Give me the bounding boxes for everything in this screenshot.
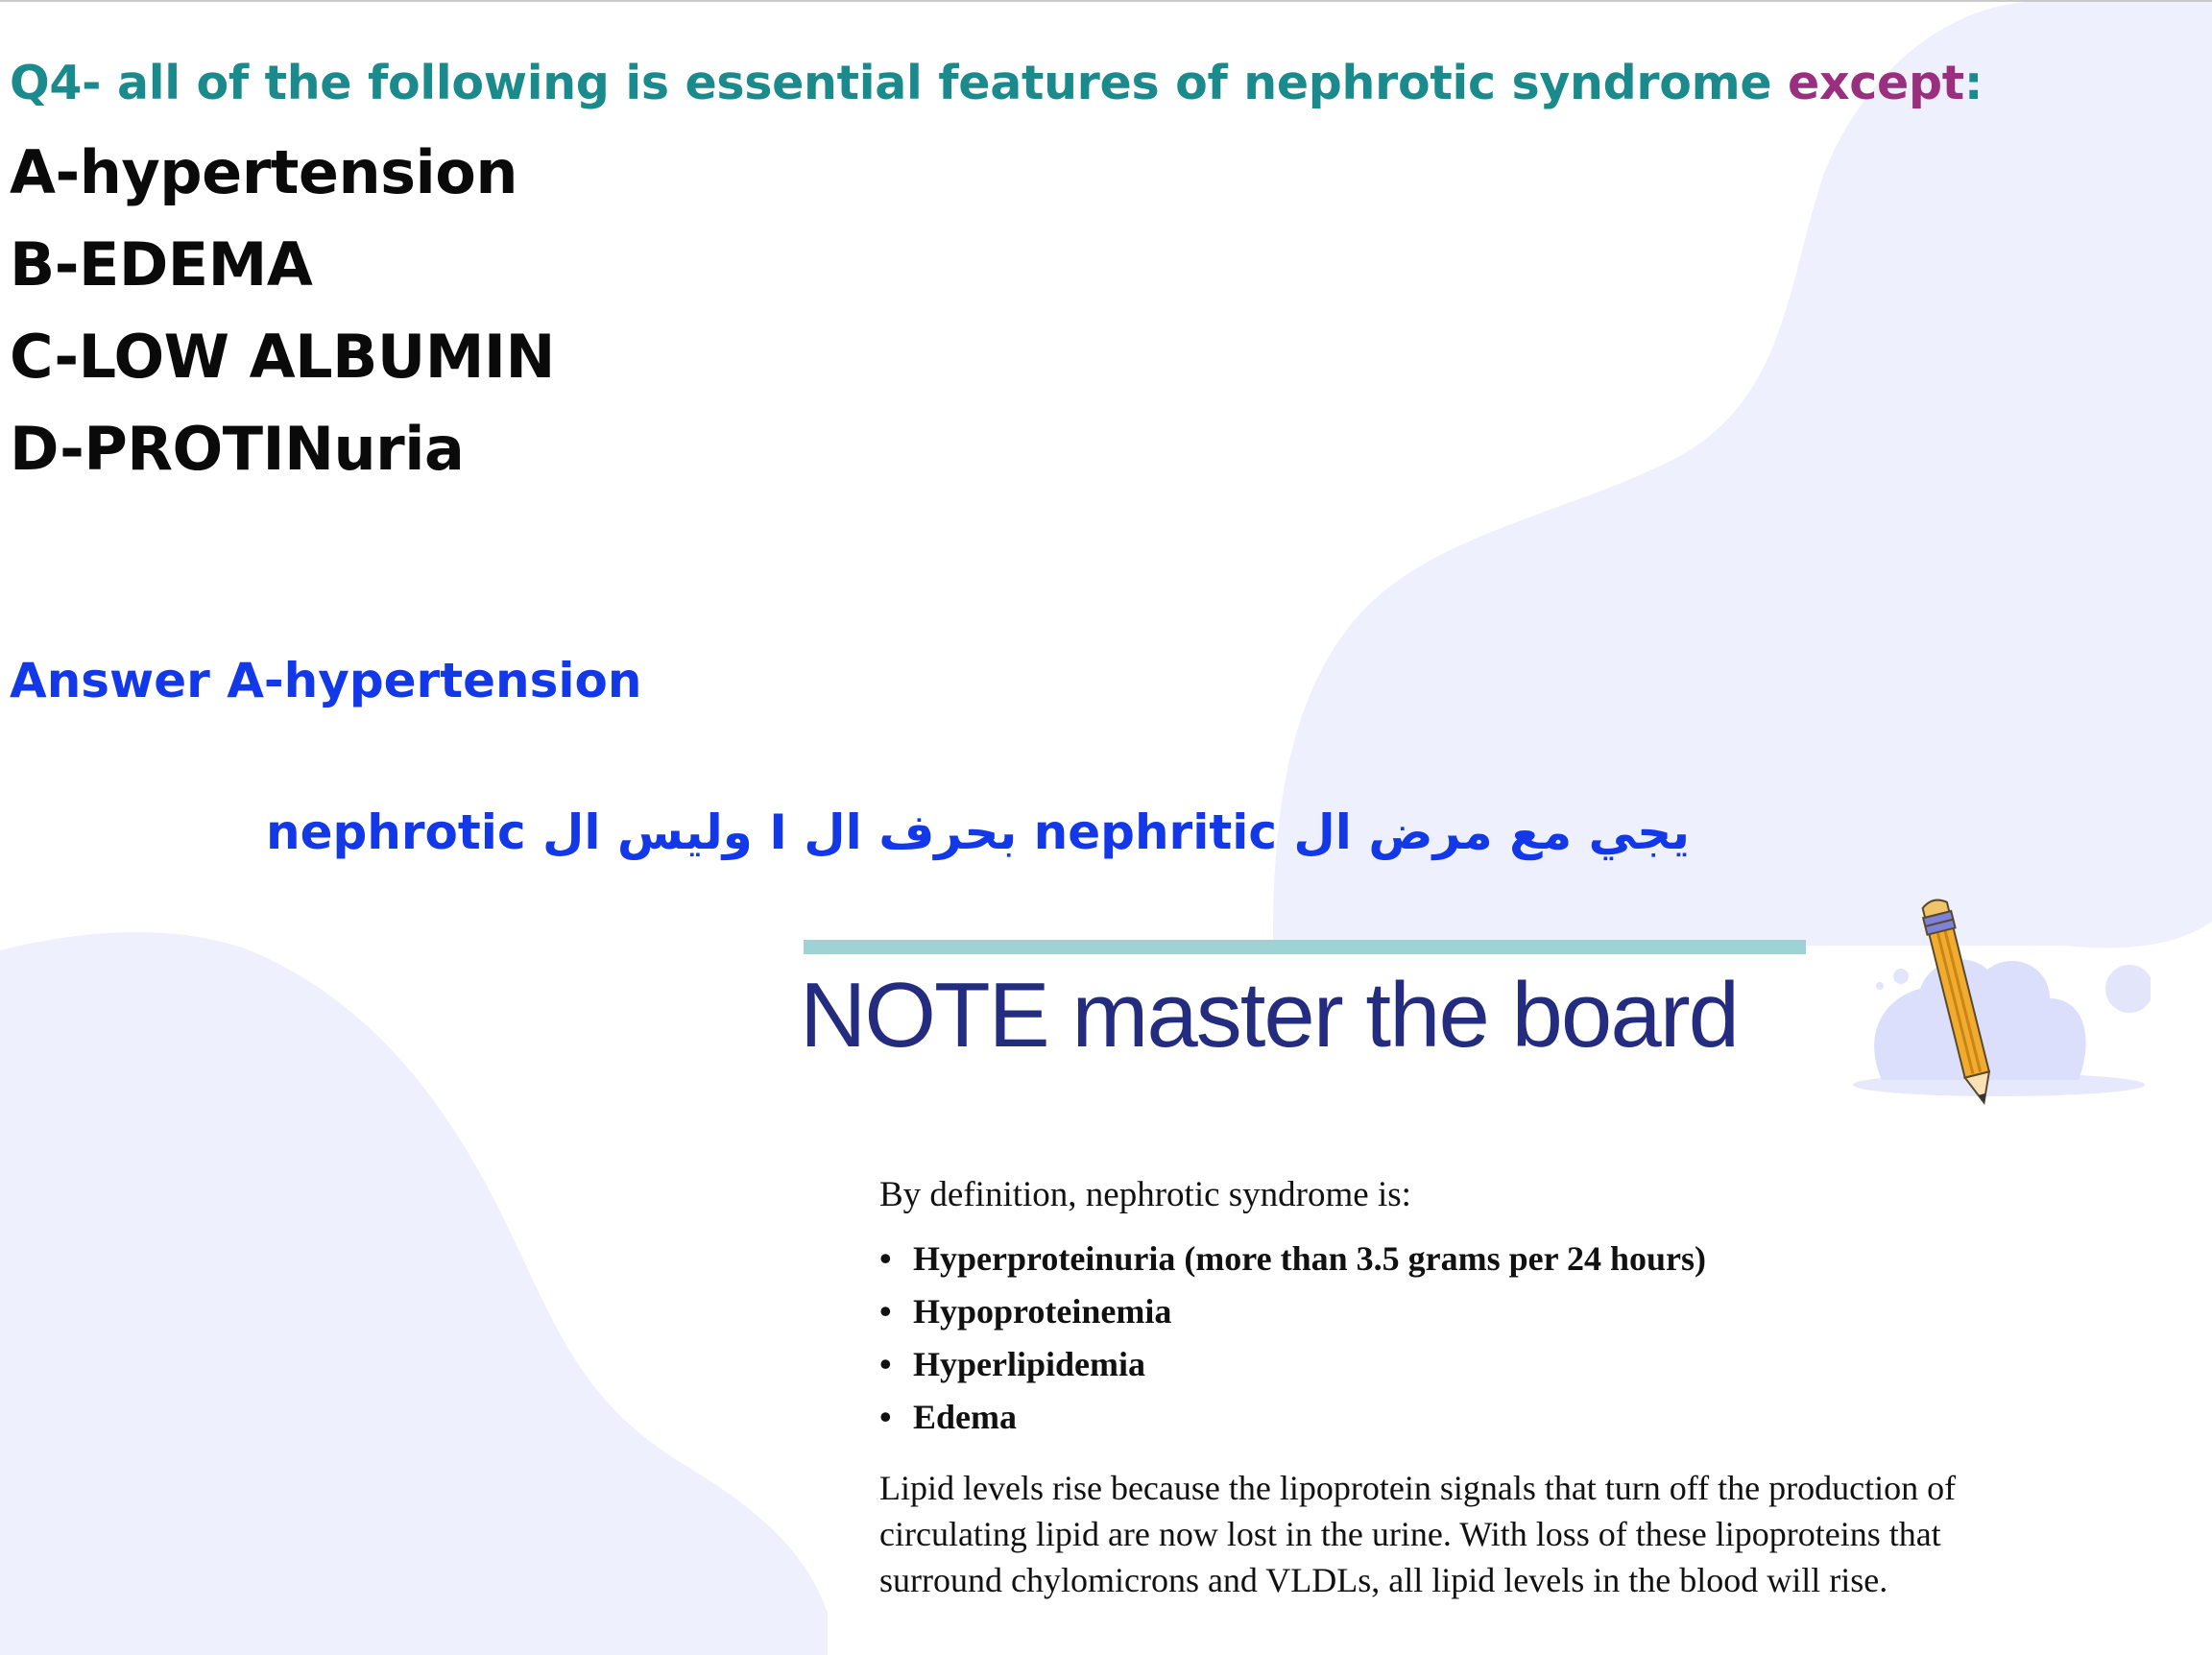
- definition-intro: By definition, nephrotic syndrome is:: [879, 1175, 1411, 1214]
- definition-item: [879, 1338, 2032, 1391]
- bullet: •: [879, 1292, 892, 1331]
- note-title: NOTE master the board: [800, 964, 1739, 1067]
- definition-list: [879, 1233, 2032, 1444]
- bullet: •: [879, 1398, 892, 1436]
- definition-item: [879, 1285, 2032, 1338]
- question-text: [10, 56, 1983, 110]
- definition-item-text: Hyperproteinuria (more than 3.5 grams per 24 hours): [913, 1239, 1706, 1278]
- definition-paragraph: Lipid levels rise because the lipoprotein signals that turn off the production of circulating lipid are now lost in the urine. With loss of these lipoproteins that surround chylomicrons and VLDLs, all lipid levels in the blood will rise.: [879, 1469, 1957, 1599]
- pencil-bubble-large: [2105, 965, 2151, 1013]
- question-body: Q4- all of the following is essential features of nephrotic syndrome: [10, 56, 1789, 110]
- option-c: C-LOW ALBUMIN: [10, 322, 555, 392]
- answer-text: Answer A-hypertension: [10, 653, 642, 708]
- pencil-icon: [1843, 893, 2151, 1109]
- bullet: •: [879, 1345, 892, 1383]
- option-a: A-hypertension: [10, 137, 517, 207]
- definition-block: [879, 1171, 2032, 1603]
- note-accent-bar: [804, 940, 1806, 954]
- pencil-bubble-tiny: [1876, 982, 1884, 990]
- option-d: D-PROTINuria: [10, 414, 465, 484]
- option-b: B-EDEMA: [10, 229, 313, 300]
- answer-options-list: [10, 127, 555, 495]
- left-background-blob: [0, 932, 828, 1655]
- question-colon: :: [1963, 56, 1984, 110]
- pencil-bubble-small: [1893, 969, 1909, 984]
- definition-item-text: Edema: [913, 1398, 1017, 1436]
- definition-item-text: Hypoproteinemia: [913, 1292, 1172, 1331]
- definition-item: [879, 1233, 2032, 1285]
- arabic-note: يجي مع مرض ال nephritic بحرف ال I وليس ال nephrotic: [266, 804, 1690, 860]
- bullet: •: [879, 1239, 892, 1278]
- definition-item: [879, 1391, 2032, 1444]
- question-emphasis: except: [1788, 56, 1964, 110]
- definition-item-text: Hyperlipidemia: [913, 1345, 1145, 1383]
